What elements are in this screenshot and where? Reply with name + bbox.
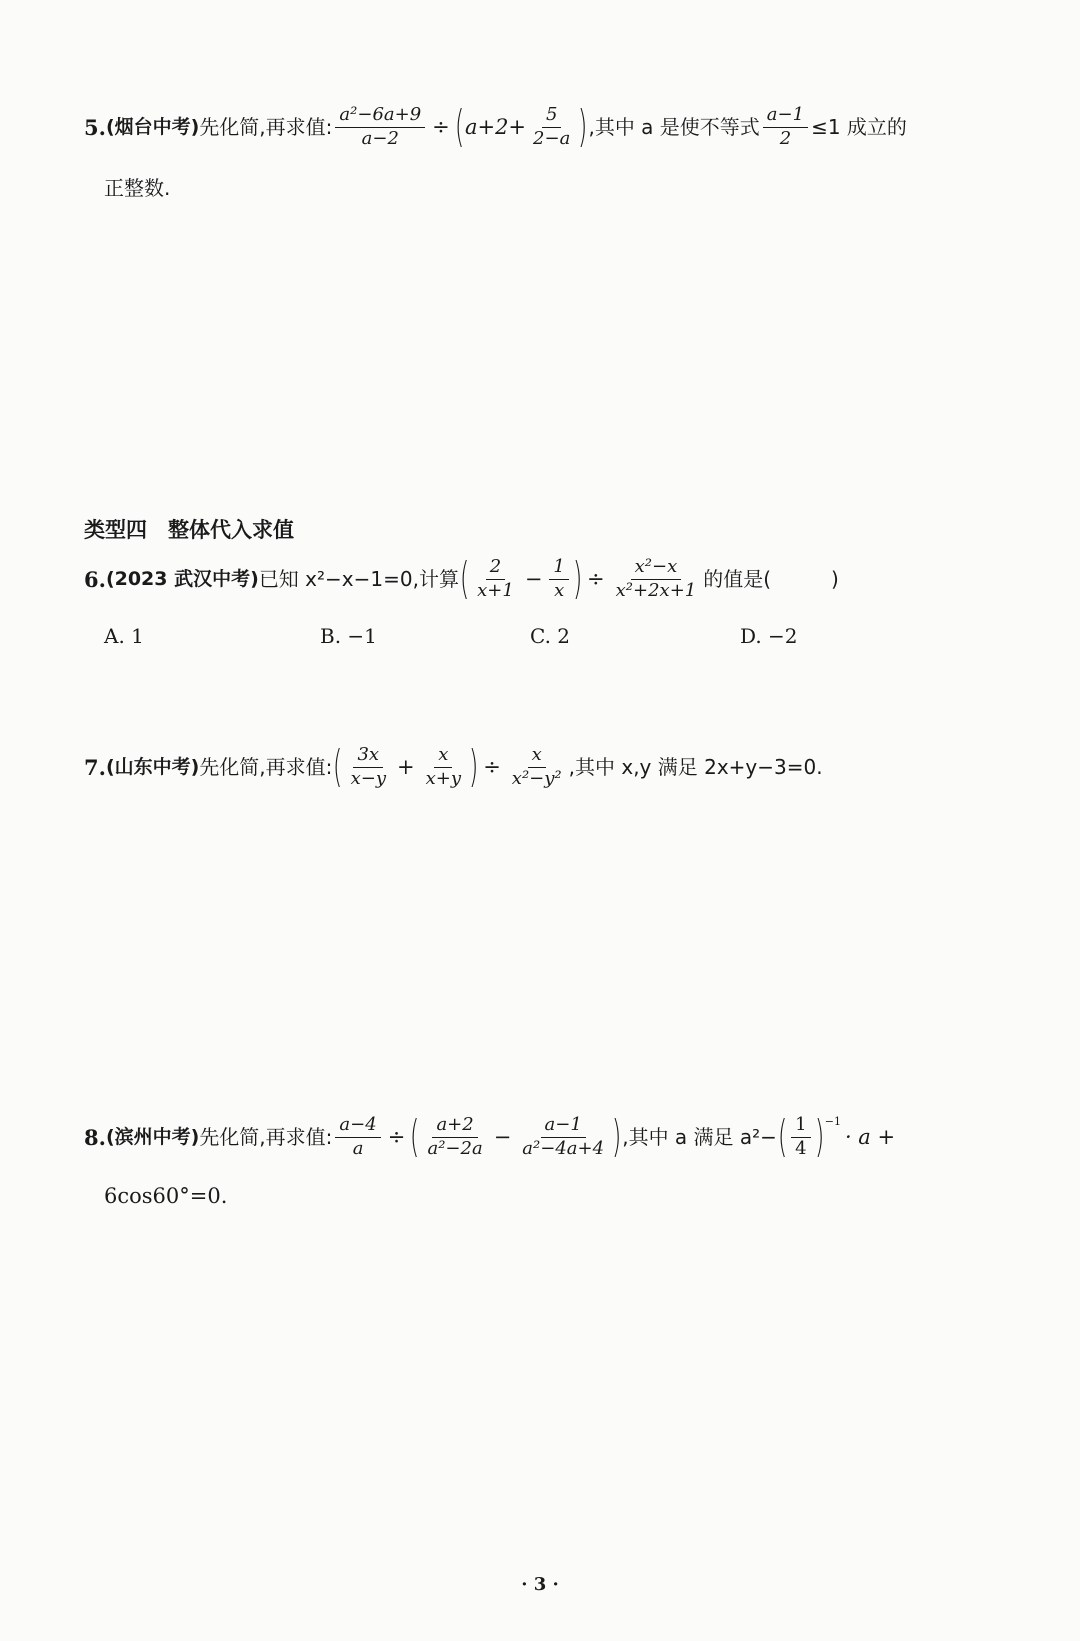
left-paren: ( (333, 741, 343, 792)
divide-sign: ÷ (587, 566, 605, 591)
fraction-numerator: 2 (486, 556, 505, 580)
fraction (529, 104, 574, 150)
fraction-denominator: x+y (425, 767, 462, 789)
divide-sign: ÷ (387, 1124, 406, 1149)
right-paren: ) (578, 101, 588, 152)
left-paren: ( (454, 101, 465, 152)
problem-intro: 已知 x²−x−1=0,计算 (258, 567, 459, 591)
fraction-numerator: a−1 (541, 1114, 586, 1138)
problem-source: (2023 武汉中考) (105, 567, 259, 590)
page-number: · 3 · (521, 1574, 559, 1595)
fraction-numerator: 1 (791, 1114, 810, 1138)
problem-source: (山东中考) (105, 755, 200, 778)
right-paren: ) (468, 741, 479, 792)
fraction-denominator: x−y (350, 767, 386, 789)
plus-sign: + (397, 754, 415, 779)
fraction (422, 744, 465, 790)
divide-sign: ÷ (432, 114, 450, 139)
problem-intro: 先化简,再求值: (199, 115, 333, 139)
exponent: −1 (824, 1115, 841, 1128)
left-paren: ( (459, 553, 470, 604)
problem-5 (84, 101, 907, 152)
problem-intro: 先化简,再求值: (199, 755, 333, 779)
fraction-denominator: a²−4a+4 (522, 1137, 605, 1159)
fraction-denominator: a−2 (361, 127, 399, 149)
problem-source: (烟台中考) (105, 115, 200, 138)
expression: a+2+ (464, 114, 527, 139)
choice-d[interactable]: D. −2 (740, 624, 798, 648)
fraction-numerator: a²−6a+9 (335, 104, 425, 128)
right-paren: ) (572, 553, 583, 604)
divide-sign: ÷ (483, 754, 501, 779)
fraction-denominator: 2 (779, 127, 792, 149)
problem-number: 8. (84, 1124, 106, 1150)
choice-a[interactable]: A. 1 (104, 624, 144, 648)
problem-number: 7. (84, 754, 106, 780)
minus-sign: − (524, 566, 543, 591)
problem-text: ≤1 成立的 (811, 115, 907, 139)
problem-intro: 先化简,再求值: (199, 1125, 333, 1149)
problem-text: ,其中 a 是使不等式 (588, 115, 760, 139)
fraction-denominator: a²−2a (427, 1137, 483, 1159)
fraction-numerator: x (434, 744, 452, 768)
fraction-numerator: x²−x (631, 556, 682, 580)
problem-text: 的值是( ) (703, 567, 839, 591)
section-heading: 类型四 整体代入求值 (84, 518, 294, 542)
problem-text: ,其中 x,y 满足 2x+y−3=0. (568, 755, 823, 779)
fraction (473, 556, 518, 602)
fraction (335, 104, 425, 150)
problem-7 (84, 741, 823, 792)
fraction-denominator: a (352, 1137, 364, 1159)
fraction-numerator: 5 (542, 104, 561, 128)
fraction (612, 556, 701, 602)
fraction (763, 104, 808, 150)
problem-text: ,其中 a 满足 a²− (622, 1125, 777, 1149)
choice-c[interactable]: C. 2 (530, 624, 571, 648)
problem-source: (滨州中考) (105, 1125, 200, 1148)
problem-number: 5. (84, 114, 106, 140)
minus-sign: − (493, 1124, 512, 1149)
right-paren: ) (611, 1111, 622, 1162)
fraction-numerator: 3x (353, 744, 383, 768)
problem-text: · a + (844, 1124, 896, 1149)
fraction (508, 744, 566, 790)
fraction (347, 744, 390, 790)
choice-b[interactable]: B. −1 (320, 624, 377, 648)
fraction-denominator: 2−a (533, 127, 571, 149)
fraction-numerator: x (528, 744, 546, 768)
fraction (518, 1114, 608, 1160)
fraction-numerator: a−1 (763, 104, 808, 128)
fraction-denominator: x (554, 579, 565, 601)
fraction-denominator: x²+2x+1 (615, 579, 697, 601)
problem-8 (84, 1111, 899, 1162)
problem-5-line2: 正整数. (104, 176, 171, 200)
problem-number: 6. (84, 566, 106, 592)
left-paren: ( (410, 1111, 420, 1162)
fraction-denominator: x+1 (477, 579, 514, 601)
fraction-numerator: a+2 (432, 1114, 477, 1138)
fraction (791, 1114, 810, 1160)
problem-6 (84, 553, 839, 604)
fraction-numerator: a−4 (335, 1114, 380, 1138)
fraction-denominator: 4 (795, 1137, 807, 1159)
fraction-denominator: x²−y² (511, 767, 562, 789)
left-paren: ( (777, 1111, 788, 1162)
problem-8-line2: 6cos60°=0. (104, 1184, 228, 1208)
fraction-numerator: 1 (549, 556, 568, 580)
fraction (423, 1114, 486, 1160)
right-paren: ) (814, 1111, 824, 1162)
fraction (335, 1114, 380, 1160)
fraction (549, 556, 568, 602)
